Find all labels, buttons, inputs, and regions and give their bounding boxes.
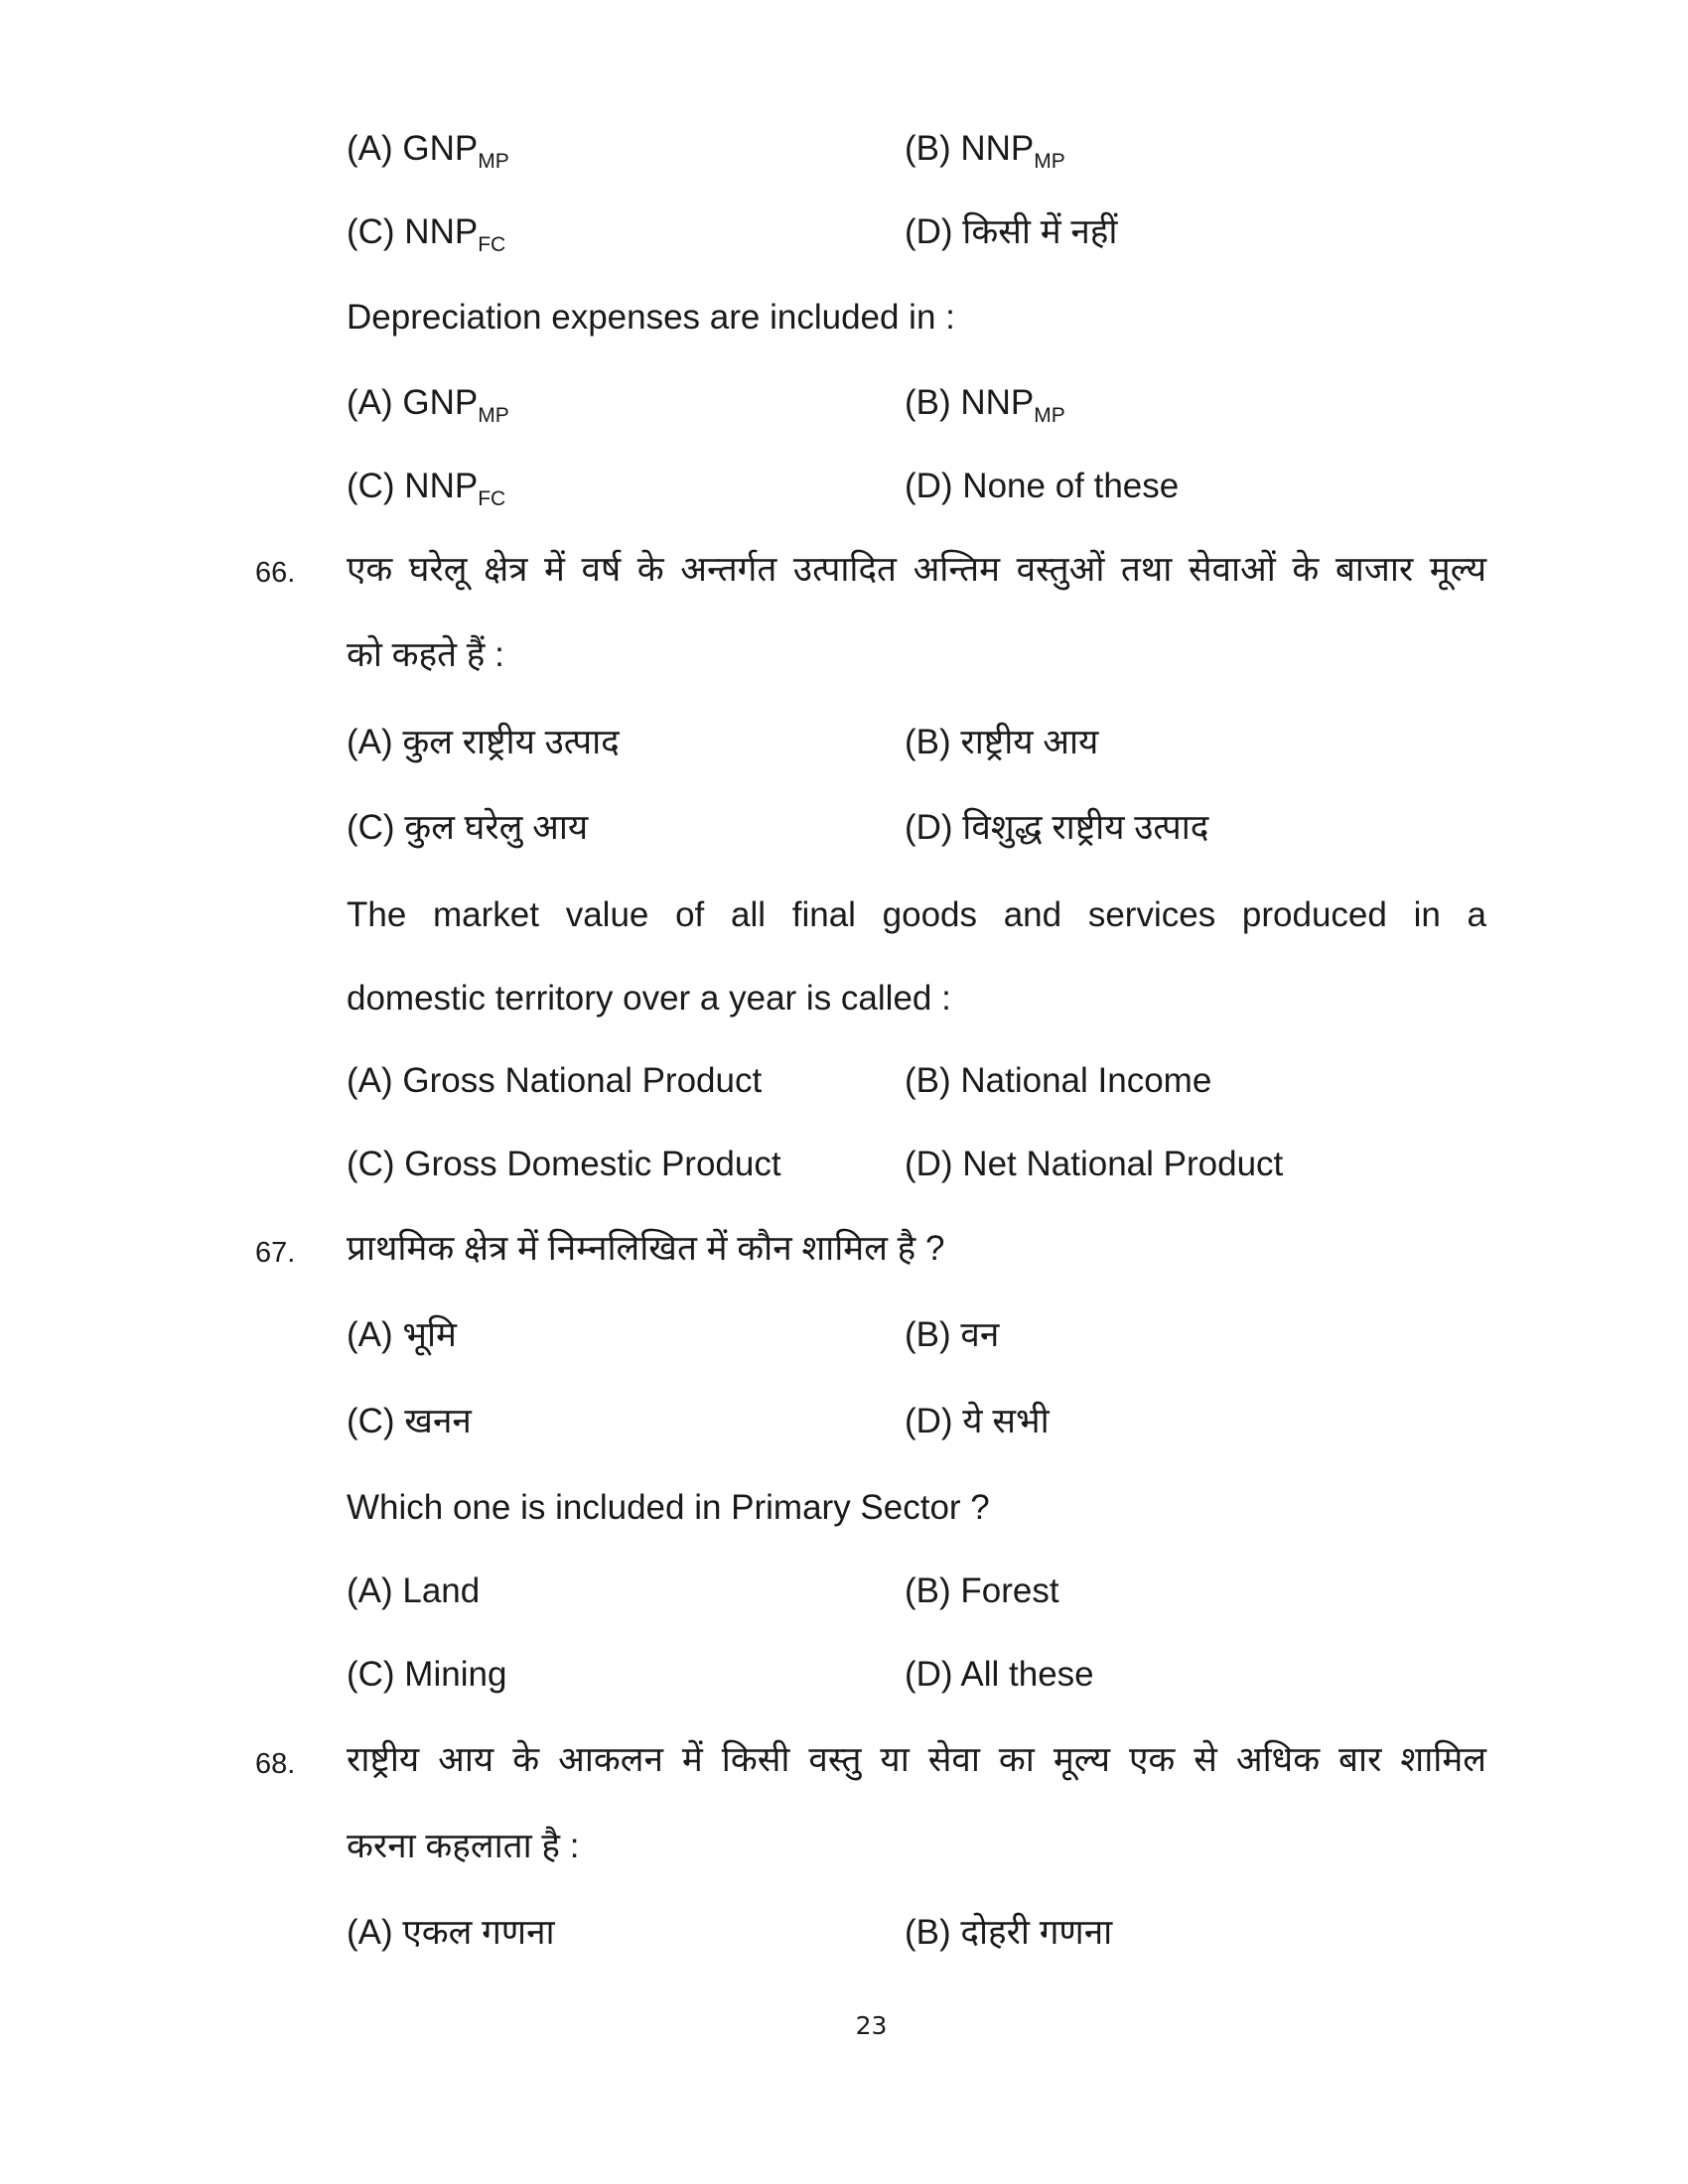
page-number: 23: [855, 2011, 888, 2040]
question-number-68: 68.: [255, 1748, 296, 1780]
prev-english-option-d: (D) None of these: [905, 467, 1180, 505]
prev-english-option-b: (B) $NNP_{MP}$: [905, 383, 1065, 427]
q66-english-option-a: (A) Gross National Product: [347, 1061, 763, 1100]
q66-english-option-c: (C) Gross Domestic Product: [347, 1145, 781, 1183]
prev-english-question: Depreciation expenses are included in :: [347, 298, 955, 337]
q67-english-option-a: (A) Land: [347, 1571, 481, 1610]
prev-hindi-option-c: (C) $NNP_{FC}$: [347, 212, 506, 256]
q68-hindi-line1: राष्ट्रीय आय के आकलन में किसी वस्तु या सेवा का मूल्य एक से अधिक बार शामिल: [347, 1740, 1486, 1779]
q68-hindi-option-b: (B) दोहरी गणना: [905, 1913, 1113, 1952]
prev-english-option-c: (C) $NNP_{FC}$: [347, 467, 506, 510]
prev-english-option-a: (A) $GNP_{MP}$: [347, 383, 509, 427]
q66-hindi-option-a: (A) कुल राष्ट्रीय उत्पाद: [347, 723, 620, 761]
prev-hindi-option-d: (D) किसी में नहीं: [905, 212, 1118, 251]
q68-hindi-line2: करना कहलाता है :: [347, 1827, 580, 1865]
q66-english-option-b: (B) National Income: [905, 1061, 1212, 1100]
q66-hindi-line2: को कहते हैं :: [347, 635, 504, 674]
q67-english-line1: Which one is included in Primary Sector ?: [347, 1488, 990, 1527]
q67-hindi-line1: प्राथमिक क्षेत्र में निम्नलिखित में कौन शामिल है ?: [347, 1229, 945, 1268]
q67-hindi-option-c: (C) खनन: [347, 1402, 472, 1440]
q67-hindi-option-a: (A) भूमि: [347, 1315, 457, 1354]
q66-hindi-option-b: (B) राष्ट्रीय आय: [905, 723, 1099, 761]
q66-english-option-d: (D) Net National Product: [905, 1145, 1284, 1183]
question-number-66: 66.: [255, 557, 296, 589]
q68-hindi-option-a: (A) एकल गणना: [347, 1913, 555, 1952]
q66-hindi-line1: एक घरेलू क्षेत्र में वर्ष के अन्तर्गत उत्पादित अन्तिम वस्तुओं तथा सेवाओं के बाजार मूल्य: [347, 550, 1486, 589]
q66-hindi-option-c: (C) कुल घरेलु आय: [347, 808, 589, 847]
prev-hindi-option-a: (A) $GNP_{MP}$: [347, 129, 509, 173]
q66-english-line2: domestic territory over a year is called :: [347, 979, 951, 1018]
q67-hindi-option-b: (B) वन: [905, 1315, 1000, 1354]
prev-hindi-option-b: (B) $NNP_{MP}$: [905, 129, 1065, 173]
q67-hindi-option-d: (D) ये सभी: [905, 1402, 1050, 1440]
q67-english-option-c: (C) Mining: [347, 1655, 507, 1694]
question-number-67: 67.: [255, 1237, 296, 1269]
q67-english-option-b: (B) Forest: [905, 1571, 1059, 1610]
q66-english-line1: The market value of all final goods and services produced in a: [347, 895, 1486, 934]
q66-hindi-option-d: (D) विशुद्ध राष्ट्रीय उत्पाद: [905, 808, 1209, 847]
q67-english-option-d: (D) All these: [905, 1655, 1094, 1694]
